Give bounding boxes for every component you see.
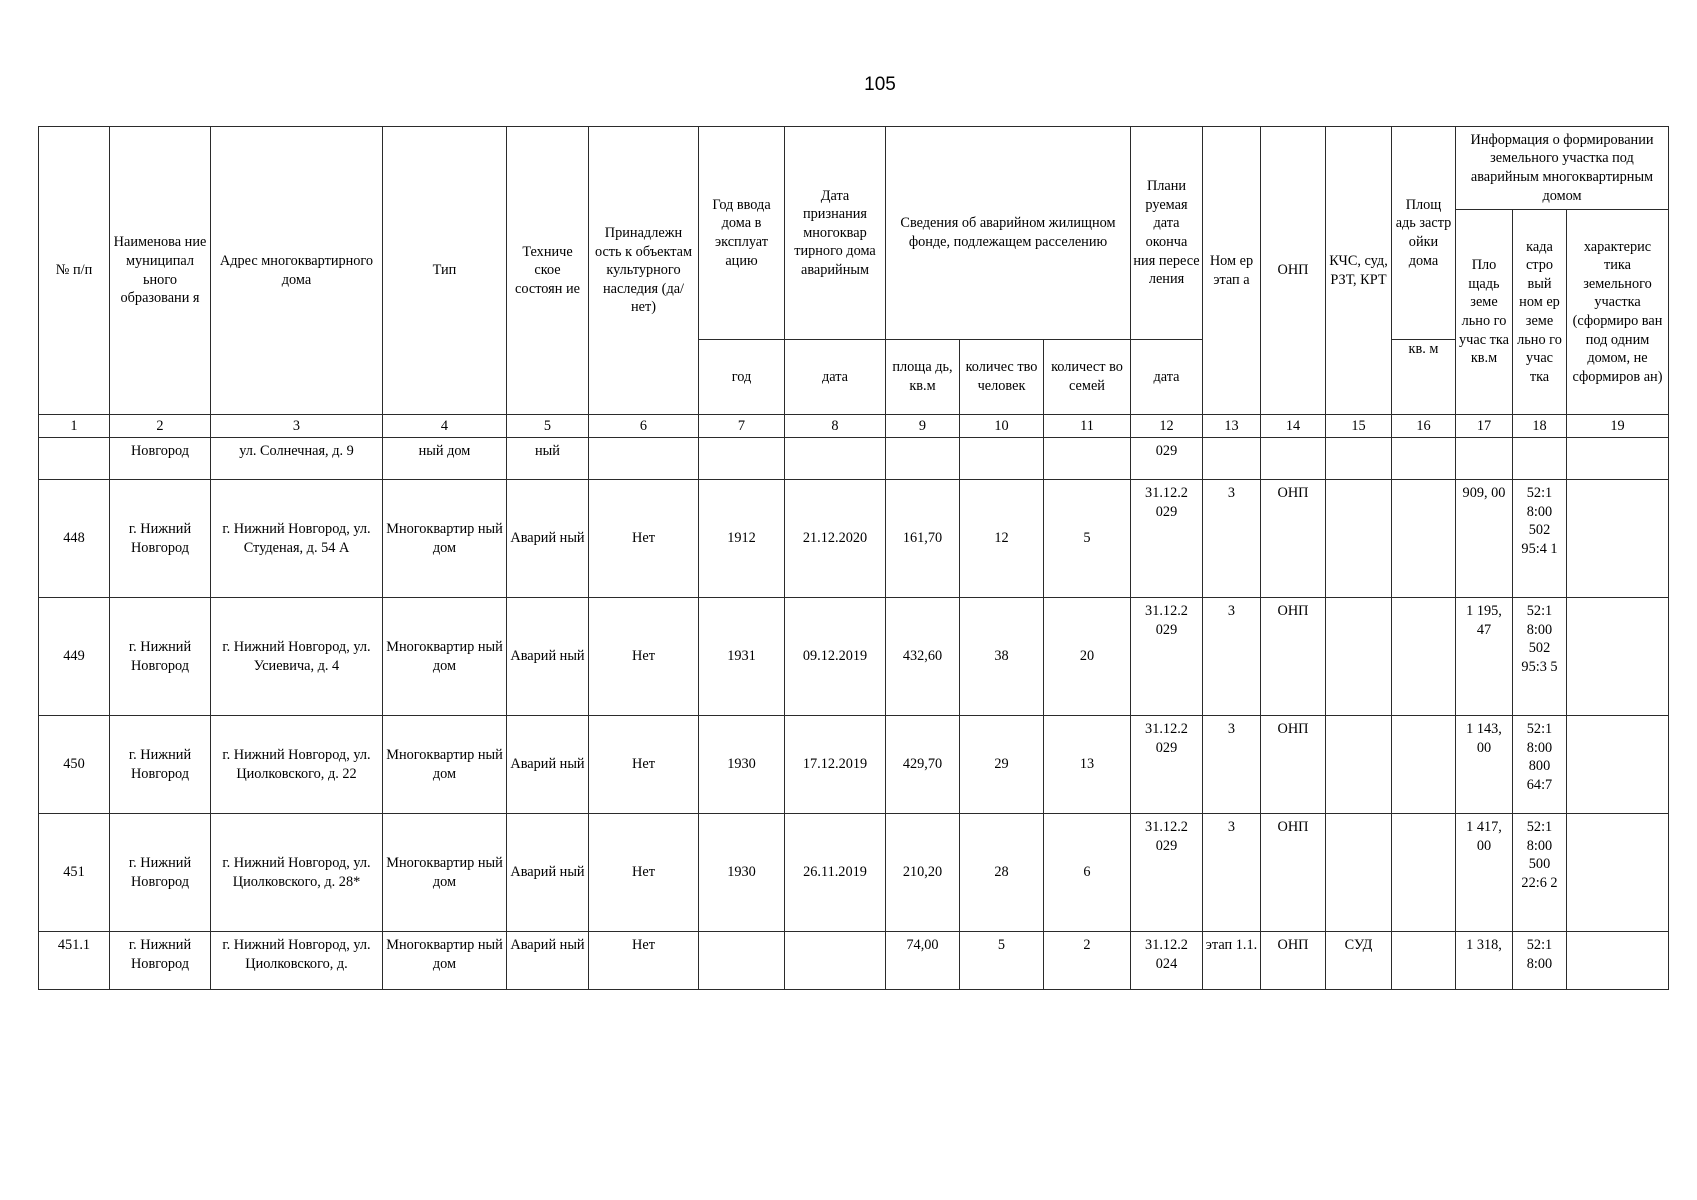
table-cell: ОНП: [1261, 480, 1326, 598]
table-cell: 52:1 8:00 502 95:4 1: [1513, 480, 1567, 598]
table-cell: 451: [39, 814, 110, 932]
table-cell: г. Нижний Новгород, ул. Студеная, д. 54 А: [211, 480, 383, 598]
table-cell: 52:1 8:00 800 64:7: [1513, 716, 1567, 814]
table-cell: 31.12.2 029: [1131, 480, 1203, 598]
table-cell: [1326, 814, 1392, 932]
table-cell: г. Нижний Новгород, ул. Усиевича, д. 4: [211, 598, 383, 716]
table-cell: Нет: [589, 716, 699, 814]
table-cell: 3: [1203, 598, 1261, 716]
table-cell: [1392, 480, 1456, 598]
table-cell: 17.12.2019: [785, 716, 886, 814]
column-number: 4: [383, 415, 507, 438]
table-cell: г. Нижний Новгород: [110, 716, 211, 814]
header-sub-year: год: [699, 340, 785, 415]
table-cell: 28: [960, 814, 1044, 932]
table-cell: [886, 438, 960, 480]
table-cell: 31.12.2 029: [1131, 716, 1203, 814]
table-cell: [1567, 480, 1669, 598]
table-row: [39, 814, 1669, 932]
table-cell: ный: [507, 438, 589, 480]
table-cell: г. Нижний Новгород, ул. Циолковского, д.: [211, 932, 383, 990]
table-cell: [1392, 932, 1456, 990]
table-cell: 449: [39, 598, 110, 716]
table-cell: 21.12.2020: [785, 480, 886, 598]
table-cell: 20: [1044, 598, 1131, 716]
table-cell: Аварий ный: [507, 814, 589, 932]
header-stage-number: Ном ер этап а: [1203, 127, 1261, 415]
header-emergency-info: Сведения об аварийном жилищном фонде, подлежащем расселению: [886, 127, 1131, 340]
header-kchs: КЧС, суд, РЗТ, КРТ: [1326, 127, 1392, 415]
table-cell: [1326, 438, 1392, 480]
table-cell: 1 318,: [1456, 932, 1513, 990]
table-cell: Аварий ный: [507, 716, 589, 814]
column-number: 17: [1456, 415, 1513, 438]
table-cell: [1392, 598, 1456, 716]
column-number: 11: [1044, 415, 1131, 438]
table-cell: Многоквартир ный дом: [383, 716, 507, 814]
table-cell: [39, 438, 110, 480]
table-cell: 3: [1203, 716, 1261, 814]
table-cell: [1513, 438, 1567, 480]
header-cadastral: када стро вый ном ер земе льно го учас тка: [1513, 210, 1567, 415]
table-cell: 1 417, 00: [1456, 814, 1513, 932]
table-cell: 38: [960, 598, 1044, 716]
column-number: 13: [1203, 415, 1261, 438]
table-cell: [1392, 814, 1456, 932]
table-cell: 26.11.2019: [785, 814, 886, 932]
page-number: 105: [864, 74, 896, 95]
table-cell: 31.12.2 029: [1131, 598, 1203, 716]
table-cell: Нет: [589, 598, 699, 716]
table-cell: г. Нижний Новгород: [110, 932, 211, 990]
table-cell: [589, 438, 699, 480]
table-cell: Многоквартир ный дом: [383, 814, 507, 932]
table-cell: [1326, 480, 1392, 598]
table-cell: [1261, 438, 1326, 480]
table-cell: 2: [1044, 932, 1131, 990]
table-cell: 1912: [699, 480, 785, 598]
table-cell: 1930: [699, 716, 785, 814]
header-heritage: Принадлежн ость к объектам культурного наследия (да/нет): [589, 127, 699, 415]
table-cell: [960, 438, 1044, 480]
table-cell: 29: [960, 716, 1044, 814]
table-cell: этап 1.1.: [1203, 932, 1261, 990]
column-number: 3: [211, 415, 383, 438]
table-cell: ОНП: [1261, 932, 1326, 990]
table-cell: Многоквартир ный дом: [383, 598, 507, 716]
table-cell: [1456, 438, 1513, 480]
table-cell: Аварий ный: [507, 598, 589, 716]
table-cell: ОНП: [1261, 598, 1326, 716]
table-cell: [1326, 716, 1392, 814]
header-sub-sqm1: кв. м: [1392, 340, 1456, 415]
header-sub-families: количест во семей: [1044, 340, 1131, 415]
table-cell: 3: [1203, 480, 1261, 598]
table-cell: 52:1 8:00 500 22:6 2: [1513, 814, 1567, 932]
header-sub-people: количес тво человек: [960, 340, 1044, 415]
column-number: 2: [110, 415, 211, 438]
table-cell: 1 195, 47: [1456, 598, 1513, 716]
column-number: 7: [699, 415, 785, 438]
table-cell: СУД: [1326, 932, 1392, 990]
table-cell: [785, 932, 886, 990]
table-cell: 6: [1044, 814, 1131, 932]
table-cell: [1567, 932, 1669, 990]
table-cell: Аварий ный: [507, 932, 589, 990]
table-cell: Новгород: [110, 438, 211, 480]
column-number: 9: [886, 415, 960, 438]
table-cell: г. Нижний Новгород: [110, 814, 211, 932]
header-built-area: Площ адь застр ойки дома: [1392, 127, 1456, 340]
header-sub-area: площа дь, кв.м: [886, 340, 960, 415]
header-onp: ОНП: [1261, 127, 1326, 415]
table-cell: Аварий ный: [507, 480, 589, 598]
column-number: 19: [1567, 415, 1669, 438]
table-cell: 1 143, 00: [1456, 716, 1513, 814]
table-cell: 909, 00: [1456, 480, 1513, 598]
table-cell: 3: [1203, 814, 1261, 932]
column-number: 15: [1326, 415, 1392, 438]
continuation-row: [39, 438, 1669, 480]
table-row: [39, 480, 1669, 598]
column-number-row: [39, 415, 1669, 438]
header-sub-date: дата: [785, 340, 886, 415]
header-sub-sqm2: кв.м: [1470, 350, 1498, 367]
table-cell: 029: [1131, 438, 1203, 480]
column-number: 16: [1392, 415, 1456, 438]
table-cell: 429,70: [886, 716, 960, 814]
column-number: 14: [1261, 415, 1326, 438]
table-cell: 31.12.2 029: [1131, 814, 1203, 932]
table-cell: 451.1: [39, 932, 110, 990]
table-cell: [1326, 598, 1392, 716]
header-condition: Техниче ское состоян ие: [507, 127, 589, 415]
emergency-housing-table: [38, 126, 1669, 990]
table-cell: Нет: [589, 814, 699, 932]
table-cell: [1203, 438, 1261, 480]
table-cell: 52:1 8:00: [1513, 932, 1567, 990]
table-cell: г. Нижний Новгород, ул. Циолковского, д. 28*: [211, 814, 383, 932]
table-cell: 1930: [699, 814, 785, 932]
table-cell: 210,20: [886, 814, 960, 932]
table-cell: 448: [39, 480, 110, 598]
table-cell: ный дом: [383, 438, 507, 480]
table-cell: 12: [960, 480, 1044, 598]
header-address: Адрес многоквартирного дома: [211, 127, 383, 415]
header-row-1: [39, 127, 1669, 210]
column-number: 5: [507, 415, 589, 438]
table-row: [39, 598, 1669, 716]
header-planned-end: Плани руемая дата оконча ния пересе ления: [1131, 127, 1203, 340]
header-land-info: Информация о формировании земельного участка под аварийным многоквартирным домом: [1456, 127, 1669, 210]
table-cell: [1567, 438, 1669, 480]
header-municipality: Наименова ние муниципал ьного образовани я: [110, 127, 211, 415]
header-date-recognized: Дата признания многоквар тирного дома аварийным: [785, 127, 886, 340]
column-number: 6: [589, 415, 699, 438]
table-cell: 74,00: [886, 932, 960, 990]
header-year-in-service: Год ввода дома в эксплуат ацию: [699, 127, 785, 340]
header-sub-date2: дата: [1131, 340, 1203, 415]
header-land-area-text: Пло щадь земе льно го учас тка: [1459, 257, 1509, 348]
header-num: № п/п: [39, 127, 110, 415]
column-number: 10: [960, 415, 1044, 438]
table-cell: 1931: [699, 598, 785, 716]
table-cell: [699, 932, 785, 990]
table-cell: 432,60: [886, 598, 960, 716]
table-cell: 52:1 8:00 502 95:3 5: [1513, 598, 1567, 716]
table-cell: ул. Солнечная, д. 9: [211, 438, 383, 480]
column-number: 8: [785, 415, 886, 438]
table-cell: 31.12.2 024: [1131, 932, 1203, 990]
table-cell: Нет: [589, 480, 699, 598]
table-cell: г. Нижний Новгород, ул. Циолковского, д. 22: [211, 716, 383, 814]
table-cell: 13: [1044, 716, 1131, 814]
header-land-area: [1456, 210, 1513, 415]
table-cell: Нет: [589, 932, 699, 990]
table-cell: г. Нижний Новгород: [110, 480, 211, 598]
table-cell: Многоквартир ный дом: [383, 932, 507, 990]
table-cell: 161,70: [886, 480, 960, 598]
table-cell: ОНП: [1261, 716, 1326, 814]
column-number: 12: [1131, 415, 1203, 438]
table-row: [39, 716, 1669, 814]
table-cell: [1567, 814, 1669, 932]
table-cell: 450: [39, 716, 110, 814]
table-cell: [785, 438, 886, 480]
column-number: 18: [1513, 415, 1567, 438]
table-cell: [1044, 438, 1131, 480]
table-row: [39, 932, 1669, 990]
table-cell: 5: [960, 932, 1044, 990]
table-cell: [699, 438, 785, 480]
table-cell: 09.12.2019: [785, 598, 886, 716]
table-cell: [1392, 716, 1456, 814]
table-cell: [1392, 438, 1456, 480]
table-cell: г. Нижний Новгород: [110, 598, 211, 716]
column-number: 1: [39, 415, 110, 438]
table-cell: [1567, 716, 1669, 814]
table-cell: ОНП: [1261, 814, 1326, 932]
table-cell: 5: [1044, 480, 1131, 598]
table-cell: [1567, 598, 1669, 716]
table-cell: Многоквартир ный дом: [383, 480, 507, 598]
header-type: Тип: [383, 127, 507, 415]
header-land-char: характерис тика земельного участка (сформиро ван под одним домом, не сформиров ан): [1567, 210, 1669, 415]
